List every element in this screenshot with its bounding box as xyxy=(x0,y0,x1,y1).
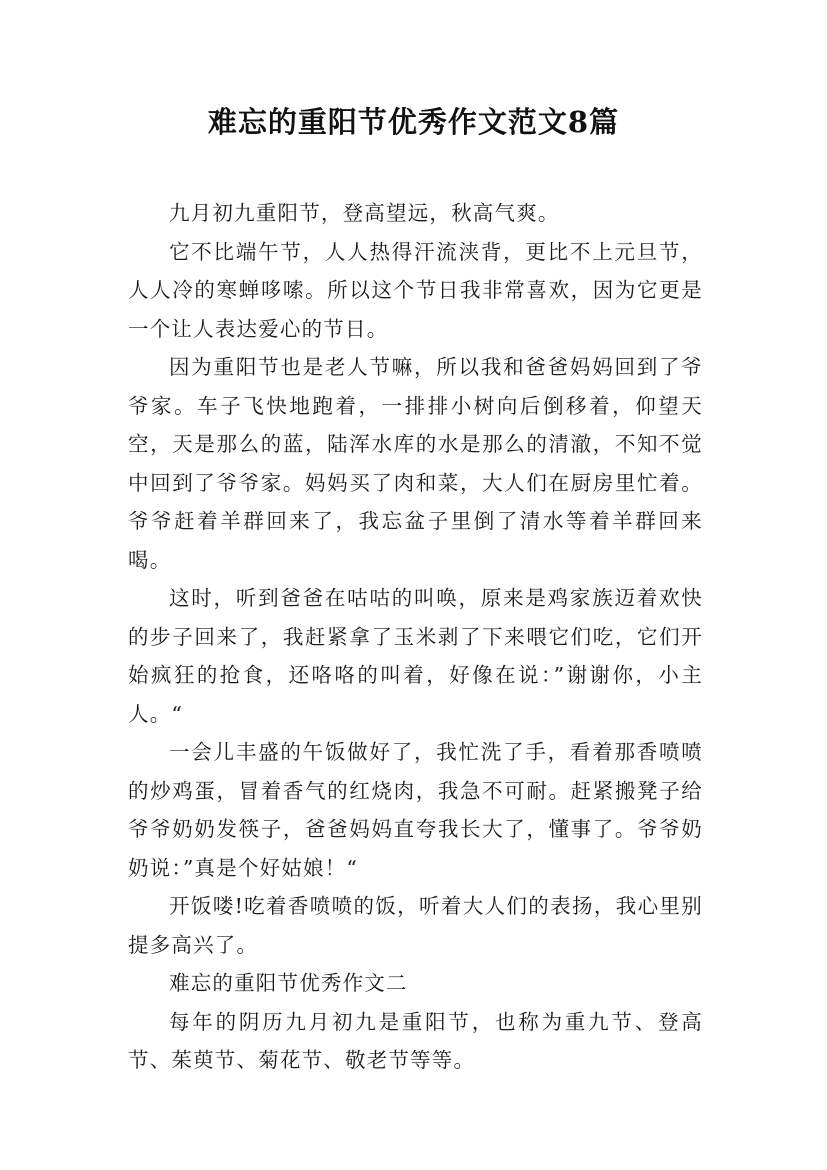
paragraph: 它不比端午节，人人热得汗流浃背，更比不上元旦节，人人冷的寒蝉哆嗦。所以这个节日我非常喜欢，因为它更是一个让人表达爱心的节日。 xyxy=(128,239,703,341)
paragraph: 每年的阴历九月初九是重阳节，也称为重九节、登高节、茱萸节、菊花节、敬老节等等。 xyxy=(128,1009,703,1072)
document-title: 难忘的重阳节优秀作文范文8篇 xyxy=(207,105,620,139)
section-heading: 难忘的重阳节优秀作文二 xyxy=(169,971,408,995)
paragraph: 开饭喽!吃着香喷喷的饭，听着大人们的表扬，我心里别提多高兴了。 xyxy=(128,894,703,957)
paragraph: 九月初九重阳节，登高望远，秋高气爽。 xyxy=(169,201,560,225)
paragraph: 一会儿丰盛的午饭做好了，我忙洗了手，看着那香喷喷的炒鸡蛋，冒着香气的红烧肉，我急不可耐。赶紧搬凳子给爷爷奶奶发筷子，爸爸妈妈直夸我长大了，懂事了。爷爷奶奶说：”真是个好姑娘！“ xyxy=(128,740,703,880)
paragraph: 因为重阳节也是老人节嘛，所以我和爸爸妈妈回到了爷爷家。车子飞快地跑着，一排排小树向后倒移着，仰望天空，天是那么的蓝，陆浑水库的水是那么的清澈，不知不觉中回到了爷爷家。妈妈买了肉和菜，大人们在厨房里忙着。爷爷赶着羊群回来了，我忘盆子里倒了清水等着羊群回来喝。 xyxy=(128,355,703,572)
document-body xyxy=(128,194,703,1080)
paragraph: 这时，听到爸爸在咕咕的叫唤，原来是鸡家族迈着欢快的步子回来了，我赶紧拿了玉米剥了下来喂它们吃，它们开始疯狂的抢食，还咯咯的叫着，好像在说：”谢谢你，小主人。“ xyxy=(128,586,703,726)
